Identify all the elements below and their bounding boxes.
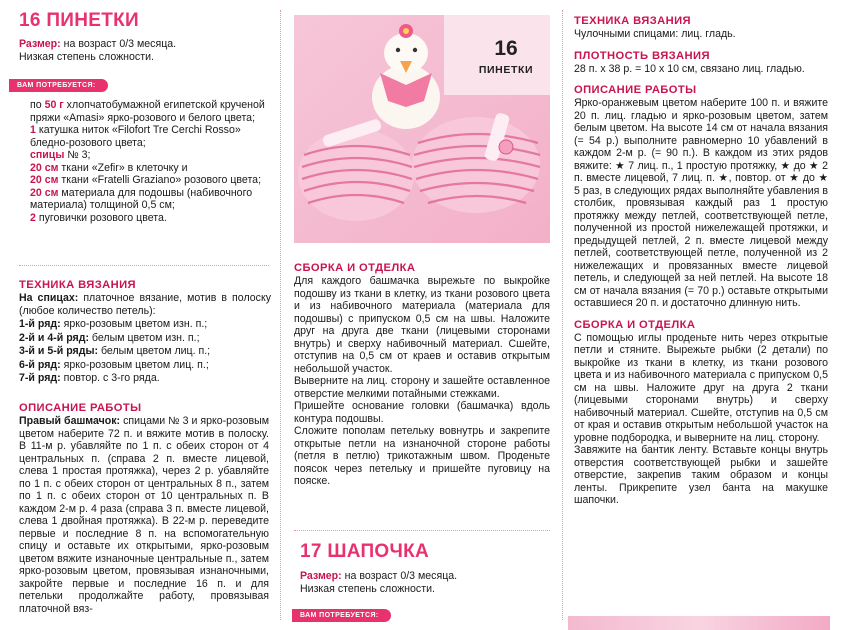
technique-title: ТЕХНИКА ВЯЗАНИЯ — [19, 279, 136, 291]
assembly-paragraph-1: Для каждого башмачка вырежьте по выкройке подошву из ткани в клетку, из ткани розового цвета и из набивочного материала (материала для подошвы) с припуском 0,5 см на швы. Наложите друг на друга две ткани (лицевыми сторонами внутрь) и сверху набивочный материал. Сшейте, отступив на 0,5 см от краев и оставив открытым небольшой участок. — [294, 275, 550, 375]
assembly-title: СБОРКА И ОТДЕЛКА — [294, 262, 416, 274]
item16-need-badge: ВАМ ПОТРЕБУЕТСЯ: — [9, 79, 108, 92]
technique-rows — [19, 318, 271, 386]
item17-technique-title: ТЕХНИКА ВЯЗАНИЯ — [574, 15, 691, 27]
left-column — [19, 10, 269, 63]
material-item: спицы № 3; — [30, 149, 91, 161]
density-title: ПЛОТНОСТЬ ВЯЗАНИЯ — [574, 49, 710, 62]
material-item: 2 пуговички розового цвета. — [30, 211, 167, 224]
item17-need-badge: ВАМ ПОТРЕБУЕТСЯ: — [292, 609, 391, 622]
right-bootie — [412, 117, 540, 213]
material-item: 20 см материала для подошвы (набивочного материала) толщиной 0,5 см; — [30, 186, 253, 211]
item17-body — [574, 15, 828, 507]
button-icon — [499, 140, 513, 154]
item17-description-title: ОПИСАНИЕ РАБОТЫ — [574, 84, 697, 96]
item17-assembly-title: СБОРКА И ОТДЕЛКА — [574, 318, 696, 331]
assembly-paragraph-2: Выверните на лиц. сторону и зашейте оставленное отверстие мелкими потайными стежками. — [294, 375, 550, 400]
item17-difficulty: Низкая степень сложности. — [300, 582, 435, 595]
technique-row: 2-й и 4-й ряд: белым цветом изн. п.; — [19, 331, 200, 344]
photo-badge-number: 16 — [494, 37, 518, 60]
technique-row: 6-й ряд: ярко-розовым цветом лиц. п.; — [19, 358, 209, 371]
column-divider — [562, 10, 563, 620]
hat-photo-strip — [568, 616, 830, 630]
density-text: 28 п. х 38 р. = 10 х 10 см, связано лиц. гладью. — [574, 62, 805, 75]
item17-header — [300, 541, 550, 595]
technique-lead: На спицах: платочное вязание, мотив в полоску (любое количество петель): — [19, 292, 271, 317]
material-item: 1 катушка ниток «Filofort Tre Cerchi Rosso» бледно-розового цвета; — [30, 124, 241, 149]
item16-title: 16 ПИНЕТКИ — [19, 10, 139, 31]
assembly-paragraph-3: Пришейте основание головки (башмачка) вдоль контура подошвы. — [294, 400, 550, 425]
photo-badge-text: ПИНЕТКИ — [478, 64, 534, 76]
booties-illustration — [294, 15, 550, 243]
separator — [19, 265, 269, 266]
item16-size: Размер: на возраст 0/3 месяца. — [19, 38, 177, 50]
item17-size: Размер: на возраст 0/3 месяца. — [300, 570, 458, 582]
technique-row: 3-й и 5-й ряды: белым цветом лиц. п.; — [19, 345, 211, 357]
material-item: 20 см ткани «Fratelli Graziano» розового цвета; — [30, 174, 262, 186]
material-item: 20 см ткани «Zefir» в клеточку и — [30, 161, 188, 174]
item17-assembly-paragraph-1: С помощью иглы проденьте нить через открытые петли и стяните. Вырежьте рыбки (2 детали) по выкройке из ткани в клетку, из ткани розового цвета и из набивочного материала с припуском 0,5 см на швы. Наложите друг на друга 2 ткани (лицевыми сторонами внутрь) и сверху набивочный материал. Сшейте, отступив на 0,5 см от края и оставив открытым небольшой участок на уровне подбородка, и выверните на лиц. сторону. — [574, 331, 828, 444]
item16-assembly — [294, 262, 550, 488]
item16-technique — [19, 279, 271, 386]
technique-row: 1-й ряд: ярко-розовым цветом изн. п.; — [19, 318, 208, 330]
item16-materials — [30, 99, 269, 224]
item17-title: 17 ШАПОЧКА — [300, 541, 430, 562]
description-title: ОПИСАНИЕ РАБОТЫ — [19, 402, 142, 414]
technique-row: 7-й ряд: повтор. с 3-го ряда. — [19, 372, 160, 384]
item17-description-text: Ярко-оранжевым цветом наберите 100 п. и вяжите 20 п. лиц. гладью и ярко-розовым цветом, затем белым цветом. На высоте 14 см от начала вязания (= 54 р.) выполните равномерно 10 убавлений в каждом 2-м р. (= 90 п.). В каждом из этих рядов вяжите: ★ 7 лиц. п., 1 простую протяжку, ★ до ★ 2 п. вместе лицевой, 7 лиц. п. ★, повтор. от ★ до ★ 5 раз, в следующих рядах выполняйте убавления в столбик, провязывая каждый раз 1 простую протяжку между петлей, соответствующей петле, полученной из простой нижележащей протяжки, и предыдущей петлей, 2 п. вместе лицевой между петлей, соответствующей петле, полученной из 2 нижележащих и провязанных вместе лицевой петель, и следующей за ней петлей. На высоте 18 см от начала вязания (= 70 р.) оставьте открытыми оставшиеся 20 п. и достаточно длинную нить. — [574, 97, 828, 309]
material-item: по 50 г хлопчатобумажной египетской крученой пряжи «Amasi» ярко-розового и белого цвета; — [30, 99, 265, 124]
item16-difficulty: Низкая степень сложности. — [19, 50, 154, 63]
description-text: Правый башмачок: спицами № 3 и ярко-розовым цветом наберите 72 п. и вяжите мотив в полоску. В 11-м р. убавляйте по 1 п. с обеих сторон от 4 центральных п. (справа 2 п. вместе лицевой, слева 1 простая протяжка), через 2 р. убавляйте по 1 п. с обеих сторон от центральных 8 п., затем по 1 п. с обеих сторон от 10 центральных п. В каждом 2-м р. 4 раза (справа 3 п. вместе лицевой, слева 1 двойная протяжка). В 22-м р. переведите первые и последние 8 п. на вспомогательную спицу и оставьте их открытыми, ярко-розовым цветом вяжите изнаночные центральные п., затем ярко-розовым цветом, провязывая изнаночными, закройте первые и последние 16 п. и для петельки продолжайте работу, провязывая платочной вяз- — [19, 415, 269, 615]
item17-technique-text: Чулочными спицами: лиц. гладь. — [574, 28, 736, 40]
item16-description — [19, 402, 269, 615]
separator — [294, 530, 550, 531]
booties-photo — [294, 15, 550, 243]
item17-assembly-paragraph-2: Завяжите на бантик ленту. Вставьте концы внутрь отверстия соответствующей рыбки и зашейте отверстие, закрепив таким образом и концы ленты. Прикрепите узел банта на макушке шапочки. — [574, 444, 828, 506]
column-divider — [280, 10, 281, 620]
assembly-paragraph-4: Сложите пополам петельку вовнутрь и закрепите открытые петли на изнаночной стороне работы (петля в петлю) трикотажным швом. Проденьте поясок через петельку и пришейте пуговицу на пояске. — [294, 425, 550, 487]
